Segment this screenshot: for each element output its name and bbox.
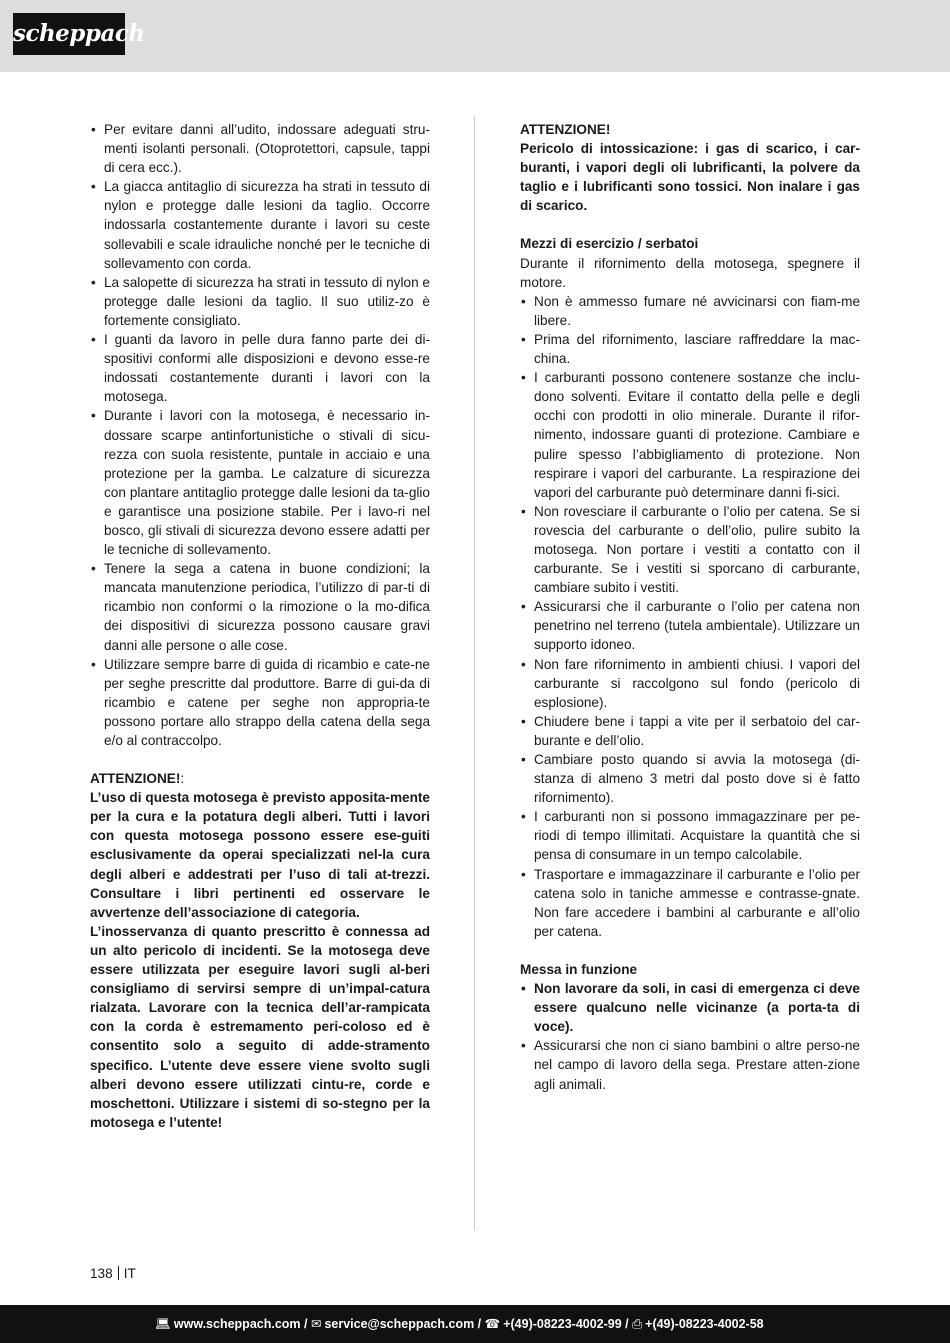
page-footer: [0, 1305, 950, 1343]
page-header: [0, 0, 950, 72]
list-item: • Durante i lavori con la motosega, è necessario in-dossare scarpe antinfortunistiche o stivali di sicu-rezza con suola resistente, puntale in acciaio e una protezione per la gamba. Le calzature di sicurezza con plantare antitaglio protegge dalle lesioni da ta-glio e garantisce una posizione stabile. Per i lavo-ri nel bosco, gli stivali di sicurezza devono essere adatti per le tecniche di sollevamento.: [90, 406, 430, 559]
scheppach-logo: scheppach: [13, 13, 125, 55]
startup-section-heading: Messa in funzione: [520, 961, 638, 977]
warning-paragraph: L’uso di questa motosega è previsto apposita-mente per la cura e la potatura degli alberi. Tutti i lavori con questa motosega possono essere ese-guiti esclusivamente da operai specializzati nel-la cura degli alberi e addestrati per l’uso di tali at-trezzi. Consultare i libri pertinenti ed osservare le avvertenze dell’associazione di categoria.: [90, 790, 430, 920]
list-item: • Trasportare e immagazzinare il carburante e l’olio per catena solo in taniche ammesse e contrasse-gnate. Non fare accedere i bambini al carburante e all’olio per catena.: [520, 865, 860, 941]
footer-phone: +(49)-08223-4002-99: [503, 1317, 622, 1331]
fuel-intro: Durante il rifornimento della motosega, spegnere il motore.: [520, 255, 860, 290]
footer-contact-line: 💻︎ www.scheppach.com / ✉︎ service@scheppach.com / ☎︎ +(49)-08223-4002-99 / ⎙ +(49)-08223-4002-58: [155, 1317, 764, 1331]
warning-heading: [90, 769, 430, 788]
list-item: • Non fare rifornimento in ambienti chiusi. I vapori del carburante si raccolgono sul fondo (pericolo di esplosione).: [520, 655, 860, 712]
safety-equipment-list: [90, 120, 430, 750]
list-item: • I carburanti non si possono immagazzinare per pe-riodi di tempo illimitati. Acquistare la quantità che si pensa di consumare in un tempo calcolabile.: [520, 807, 860, 864]
attention-heading: ATTENZIONE!: [520, 122, 611, 137]
list-item: • Assicurarsi che non ci siano bambini o altre perso-ne nel campo di lavoro della sega. Prestare atten-zione agli animali.: [520, 1036, 860, 1093]
fuel-section-heading: Mezzi di esercizio / serbatoi: [520, 236, 699, 252]
list-item: • La salopette di sicurezza ha strati in tessuto di nylon e protegge dalle lesioni da taglio. Il suo utiliz-zo è fortemente consigliato.: [90, 273, 430, 330]
footer-website[interactable]: www.scheppach.com: [173, 1317, 301, 1331]
list-item: • Prima del rifornimento, lasciare raffreddare la mac-china.: [520, 330, 860, 368]
list-item: • I guanti da lavoro in pelle dura fanno parte dei di-spositivi conformi alle disposizioni e devono esse-re indossati costantemente duranti i lavori con la motosega.: [90, 330, 430, 406]
page-number-value: 138: [90, 1266, 113, 1281]
list-item: • La giacca antitaglio di sicurezza ha strati in tessuto di nylon e protegge dalle lesioni da taglio. Occorre indossarla costantemente durante i lavori su ceste sollevabili e scale idrauliche nonché per le tecniche di sollevamento con corda.: [90, 177, 430, 272]
page-number: [90, 1266, 136, 1281]
page-language: IT: [123, 1266, 136, 1281]
warning-heading-text: ATTENZIONE!: [90, 771, 181, 787]
computer-icon: 💻︎: [155, 1317, 171, 1331]
left-column: [90, 120, 430, 1132]
footer-email[interactable]: service@scheppach.com: [324, 1317, 475, 1331]
fax-icon: ⎙: [632, 1317, 643, 1331]
fuel-safety-list: [520, 292, 860, 941]
list-item: • Non lavorare da soli, in casi di emergenza ci deve essere qualcuno nelle vicinanze (a porta-ta di voce).: [520, 979, 860, 1036]
phone-icon: ☎︎: [484, 1317, 501, 1331]
page-number-divider: [118, 1266, 119, 1280]
right-column: [520, 120, 860, 1094]
list-item: • Assicurarsi che il carburante o l’olio per catena non penetrino nel terreno (tutela ambientale). Utilizzare un supporto idoneo.: [520, 597, 860, 654]
attention-text: Pericolo di intossicazione: i gas di scarico, i car-buranti, i vapori degli oli lubrificanti, la polvere da taglio e i lubrificanti sono tossici. Non inalare i gas di scarico.: [520, 141, 860, 214]
mail-icon: ✉︎: [310, 1317, 322, 1331]
list-item: • Chiudere bene i tappi a vite per il serbatoio del car-burante e dell’olio.: [520, 712, 860, 750]
list-item: • Cambiare posto quando si avvia la motosega (di-stanza di almeno 3 metri dal posto dove si è fatto rifornimento).: [520, 750, 860, 807]
column-divider: [474, 116, 475, 1230]
warning-paragraph: L’inosservanza di quanto prescritto è connessa ad un alto pericolo di incidenti. Se la motosega deve essere utilizzata per eseguire lavori sugli al-beri consigliamo di servirsi sempre di un’impal-catura rialzata. Lavorare con la tecnica dell’ar-rampicata con la corda è estremamento peri-coloso ed è consentito solo a seguito di adde-stramento specifico. L’utente deve essere viene svolto sugli alberi devono essere utilizzati cintu-re, corde e moschettoni. Utilizzare i sistemi di so-stegno per la motosega e l’utente!: [90, 923, 430, 1130]
list-item: • Per evitare danni all’udito, indossare adeguati stru-menti isolanti personali. (Otoprotettori, capsule, tappi di cera ecc.).: [90, 120, 430, 177]
footer-fax: +(49)-08223-4002-58: [645, 1317, 764, 1331]
list-item: • Non rovesciare il carburante o l’olio per catena. Se si rovescia del carburante o dell’olio, pulire subito la motosega. Non portare i vestiti a contatto con il carburante. Se i vestiti si sporcano di carburante, cambiare subito i vestiti.: [520, 502, 860, 597]
list-item: • Tenere la sega a catena in buone condizioni; la mancata manutenzione periodica, l’utilizzo di par-ti di ricambio non conformi o la rimozione o la mo-difica dei dispositivi di sicurezza possono causare gravi danni alle persone o alle cose.: [90, 559, 430, 654]
warning-heading-suffix: :: [180, 771, 185, 787]
list-item: • I carburanti possono contenere sostanze che inclu-dono solventi. Evitare il contatto della pelle e degli occhi con prodotti in olio minerale. Durante il rifor-nimento, indossare guanti di protezione. Cambiare e pulire spesso l’abbigliamento di protezione. Non respirare i vapori del carburante. La respirazione dei vapori del carburante può determinare danni fi-sici.: [520, 368, 860, 502]
list-item: • Utilizzare sempre barre di guida di ricambio e cate-ne per seghe prescritte dal produttore. Barre di gui-da di ricambio e catene per seghe non appropria-te possono portare allo strappo della catena della sega e/o al contraccolpo.: [90, 655, 430, 750]
list-item: • Non è ammesso fumare né avvicinarsi con fiam-me libere.: [520, 292, 860, 330]
startup-list: [520, 979, 860, 1094]
